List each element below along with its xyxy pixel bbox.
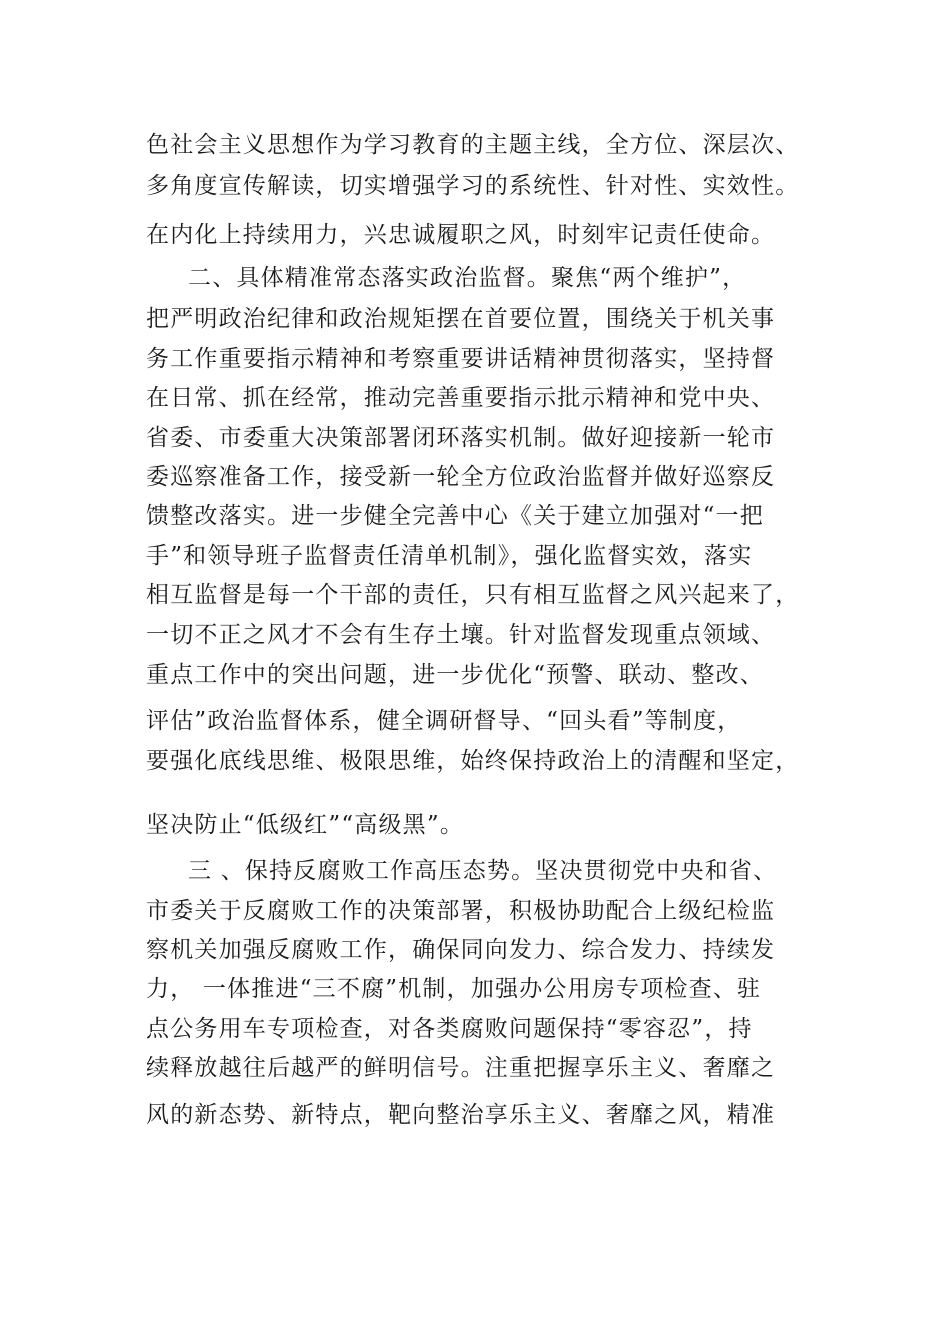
text-line: 一切不正之风才不会有生存土壤。针对监督发现重点领域、 bbox=[146, 622, 776, 648]
text-line: 色社会主义思想作为学习教育的主题主线，全方位、深层次、 bbox=[146, 132, 800, 158]
text-line: 续释放越往后越严的鲜明信号。注重把握享乐主义、奢靡之 bbox=[146, 1055, 776, 1081]
text-line: 力， 一体推进“三不腐”机制，加强办公用房专项检查、驻 bbox=[146, 976, 762, 1002]
text-line: 馈整改落实。进一步健全完善中心《关于建立加强对“一把 bbox=[146, 503, 764, 529]
text-line: 重点工作中的突出问题，进一步优化“预警、联动、整改、 bbox=[146, 662, 764, 688]
text-line: 在内化上持续用力，兴忠诚履职之风，时刻牢记责任使命。 bbox=[146, 222, 776, 248]
text-line: 察机关加强反腐败工作，确保同向发力、综合发力、持续发 bbox=[146, 937, 776, 963]
text-line: 把严明政治纪律和政治规矩摆在首要位置，围绕关于机关事 bbox=[146, 306, 776, 332]
text-line: 评估”政治监督体系，健全调研督导、“回头看”等制度， bbox=[146, 708, 742, 734]
text-line: 多角度宣传解读，切实增强学习的系统性、针对性、实效性。 bbox=[146, 173, 800, 199]
text-line: 要强化底线思维、极限思维，始终保持政治上的清醒和坚定， bbox=[146, 748, 800, 774]
text-line: 在日常、抓在经常，推动完善重要指示批示精神和党中央、 bbox=[146, 385, 776, 411]
text-line: 省委、市委重大决策部署闭环落实机制。做好迎接新一轮市 bbox=[146, 425, 776, 451]
text-line: 坚决防止“低级红”“高级黑”。 bbox=[146, 812, 465, 838]
text-line: 委巡察准备工作，接受新一轮全方位政治监督并做好巡察反 bbox=[146, 464, 776, 490]
text-line: 相互监督是每一个干部的责任，只有相互监督之风兴起来了， bbox=[146, 582, 800, 608]
text-line: 手”和领导班子监督责任清单机制》，强化监督实效，落实 bbox=[146, 543, 753, 569]
text-line: 风的新态势、新特点，靶向整治享乐主义、奢靡之风，精准 bbox=[146, 1102, 776, 1128]
section-heading-line: 三 、保持反腐败工作高压态势。坚决贯彻党中央和省、 bbox=[188, 858, 778, 884]
text-line: 务工作重要指示精神和考察重要讲话精神贯彻落实，坚持督 bbox=[146, 346, 776, 372]
text-line: 点公务用车专项检查，对各类腐败问题保持“零容忍”，持 bbox=[146, 1016, 753, 1042]
section-heading-line: 二、具体精准常态落实政治监督。聚焦“两个维护”， bbox=[188, 265, 747, 291]
text-line: 市委关于反腐败工作的决策部署，积极协助配合上级纪检监 bbox=[146, 898, 776, 924]
